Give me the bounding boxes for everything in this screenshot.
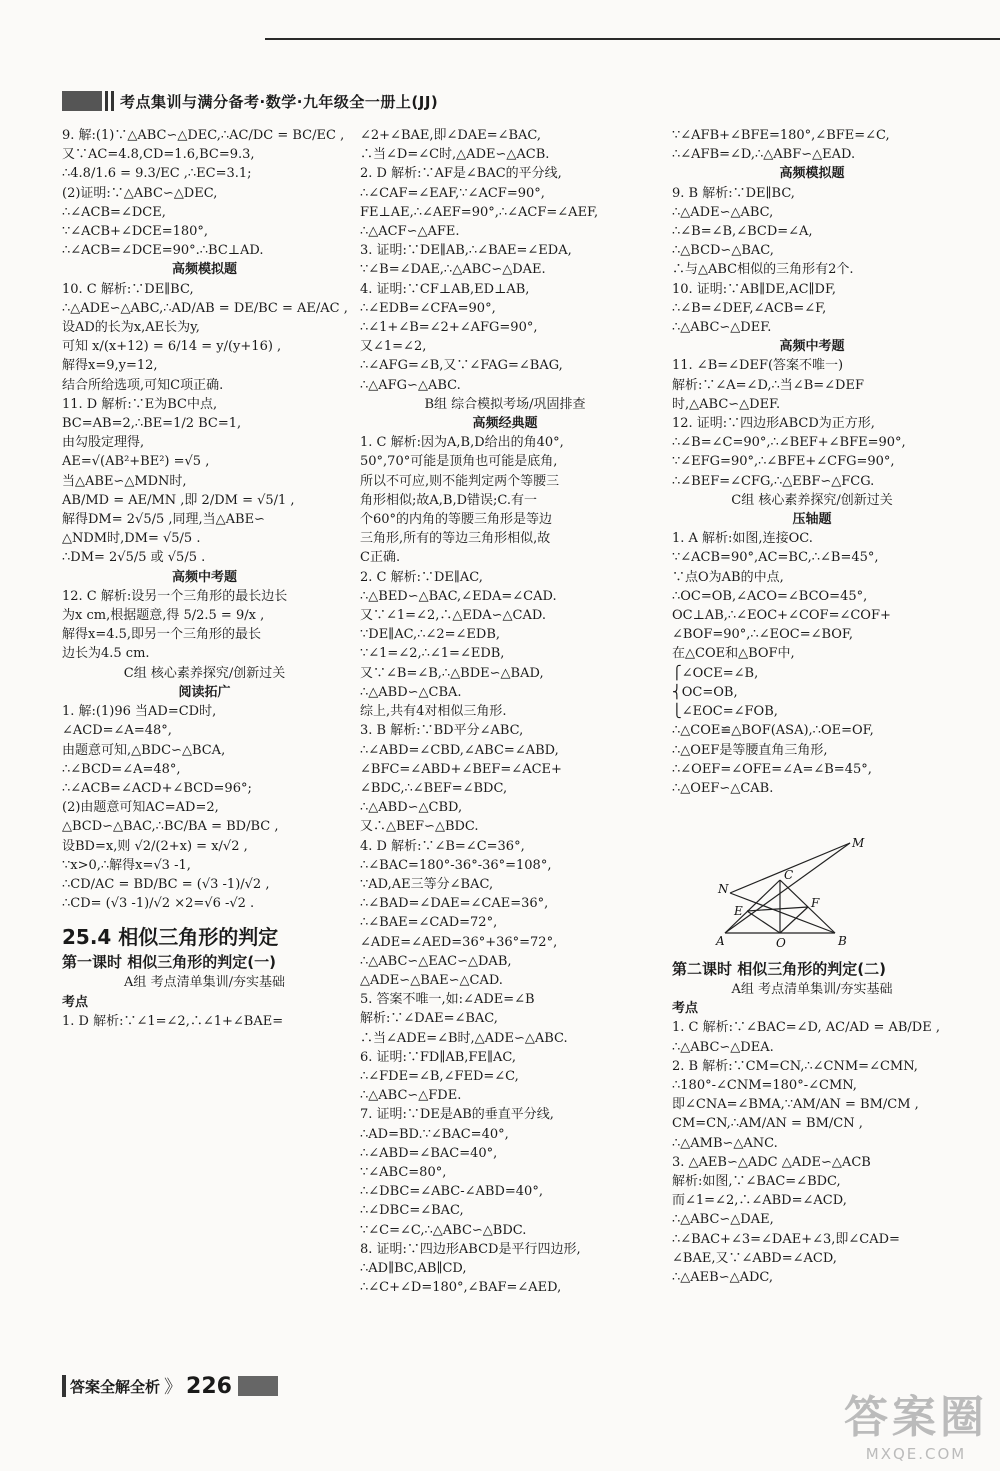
footer-label: 答案全解全析 bbox=[70, 1377, 161, 1396]
answer-line: ∴∠ABD=∠CBD,∠ABC=∠ABD, bbox=[360, 742, 559, 758]
answer-line: 解得x=4.5,即另一个三角形的最长 bbox=[62, 627, 262, 643]
answer-line: ∵∠ACB+∠DCE=180°, bbox=[62, 224, 209, 240]
answer-line: 解得DM= 2√5/5 ,同理,当△ABE∽ bbox=[62, 512, 265, 528]
answer-line: ∴∠BAE=∠CAD=72°, bbox=[360, 915, 498, 931]
answer-line: ∴△ADE∽△ABC,∴AD/AB = DE/BC = AE/AC , bbox=[62, 300, 348, 316]
column-3 bbox=[672, 126, 952, 798]
answer-line: ∴∠BAC=180°-36°-36°=108°, bbox=[360, 857, 552, 873]
line-am bbox=[725, 843, 850, 933]
group-label: C组 核心素养探究/创新过关 bbox=[731, 492, 893, 508]
answer-line: 角形相似;故A,B,D错误;C.有一 bbox=[360, 492, 538, 508]
answer-line: ∴△ABD∽△CBA. bbox=[360, 684, 462, 700]
answer-line: 10. 证明:∵AB∥DE,AC∥DF, bbox=[672, 281, 837, 297]
section-heading: 高频经典题 bbox=[472, 416, 538, 432]
watermark bbox=[844, 1381, 988, 1463]
answer-line: ∠ADE=∠AED=36°+36°=72°, bbox=[360, 934, 558, 950]
answer-line: 即∠CNA=∠BMA,∵AM/AN = BM/CM , bbox=[672, 1097, 919, 1113]
answer-line: 9. B 解析:∵DE∥BC, bbox=[672, 185, 795, 201]
answer-line: ∴△AFG∽△ABC. bbox=[360, 377, 461, 393]
answer-line: ∴∠AFG=∠B,又∵∠FAG=∠BAG, bbox=[360, 358, 563, 374]
answer-line: ∵点O为AB的中点, bbox=[672, 569, 784, 585]
page-number: 226 bbox=[186, 1373, 232, 1399]
answer-line: 50°,70°可能是顶角也可能是底角, bbox=[360, 454, 558, 470]
answer-line: ∴△OEF是等腰直角三角形, bbox=[672, 742, 828, 758]
answer-line: ⎧∠OCE=∠B, bbox=[672, 665, 759, 681]
answer-line: ∴∠C+∠D=180°,∠BAF=∠AED, bbox=[360, 1280, 562, 1296]
answer-line: CM=CN,∴AM/AN = BM/CN , bbox=[672, 1116, 863, 1132]
answer-line: ∵∠AFB+∠BFE=180°,∠BFE=∠C, bbox=[672, 128, 890, 143]
kaodian-label: 考点 bbox=[62, 994, 89, 1010]
answer-line: 8. 证明:∵四边形ABCD是平行四边形, bbox=[360, 1241, 581, 1257]
section-heading: 高频模拟题 bbox=[779, 166, 845, 182]
answer-line: OC⊥AB,∴∠EOC+∠COF=∠COF+ bbox=[672, 608, 891, 624]
answer-line: ∴∠BAC+∠3=∠DAE+∠3,即∠CAD= bbox=[672, 1231, 900, 1247]
answer-line: 又∴△BEF∽△BDC. bbox=[360, 819, 479, 835]
page-header bbox=[62, 88, 438, 114]
answer-line: ∴当∠D=∠C时,△ADE∽△ACB. bbox=[360, 147, 550, 163]
lesson-title: 第二课时 相似三角形的判定(二) bbox=[672, 960, 886, 978]
answer-line: ∵∠1=∠2,∴∠1=∠EDB, bbox=[360, 646, 505, 662]
answer-line: 3. 证明:∵DE∥AB,∴∠BAE=∠EDA, bbox=[360, 243, 572, 259]
answer-line: ∵x>0,∴解得x=√3 -1, bbox=[62, 857, 191, 873]
answer-line: ∠BOF=90°,∴∠EOC=∠BOF, bbox=[672, 627, 854, 643]
answer-line: ⎩∠EOC=∠FOB, bbox=[672, 704, 778, 720]
section-heading: 压轴题 bbox=[792, 512, 832, 528]
answer-line: FE⊥AE,∴∠AEF=90°,∴∠ACF=∠AEF, bbox=[360, 204, 599, 220]
label-e: E bbox=[734, 904, 743, 918]
answer-line: ∴△BCD∽△BAC, bbox=[672, 243, 774, 259]
answer-line: ∴△ACF∽△AFE. bbox=[360, 224, 460, 240]
answer-line: ∴∠BCD=∠A=48°, bbox=[62, 761, 181, 777]
answer-line: 解析:如图,∵∠BAC=∠BDC, bbox=[672, 1174, 841, 1190]
answer-line: ∴△ABC∽△DEF. bbox=[672, 320, 772, 336]
column-2 bbox=[360, 126, 650, 1297]
column-1-lines bbox=[62, 126, 347, 913]
answer-line: ∴∠DBC=∠ABC-∠ABD=40°, bbox=[360, 1184, 543, 1200]
answer-line: 时,△ABC∽△DEF. bbox=[672, 396, 781, 412]
answer-line: 3. B 解析:∵BD平分∠ABC, bbox=[360, 723, 524, 739]
answer-line: ⎨OC=OB, bbox=[672, 684, 738, 700]
group-label: A组 考点清单集训/夯实基础 bbox=[731, 982, 893, 997]
column-3-lower-lines bbox=[672, 958, 952, 1287]
label-o: O bbox=[776, 936, 786, 950]
answer-line: 设AD的长为x,AE长为y, bbox=[62, 320, 200, 336]
column-3-lower bbox=[672, 958, 952, 1287]
label-m: M bbox=[852, 836, 865, 850]
answer-line: ∴∠BEF=∠CFG,∴△EBF∽△FCG. bbox=[672, 473, 875, 489]
answer-line: 1. 解:(1)96 当AD=CD时, bbox=[62, 704, 217, 720]
answer-line: ∴CD/AC = BD/BC = (√3 -1)/√2 , bbox=[62, 876, 270, 892]
answer-line: ∵∠ACB=90°,AC=BC,∴∠B=45°, bbox=[672, 550, 879, 566]
header-title: 考点集训与满分备考·数学·九年级全一册上(JJ) bbox=[120, 92, 439, 111]
answer-line: 2. D 解析:∵AF是∠BAC的平分线, bbox=[360, 166, 562, 182]
answer-line: 12. C 解析:设另一个三角形的最长边长 bbox=[62, 588, 288, 604]
answer-line: ∵∠ABC=80°, bbox=[360, 1164, 447, 1180]
answer-line: ∠BDC,∴∠BEF=∠BDC, bbox=[360, 780, 508, 796]
answer-line: ∠BFC=∠ABD+∠BEF=∠ACE+ bbox=[360, 761, 562, 777]
answer-line: BC=AB=2,∴BE=1/2 BC=1, bbox=[62, 416, 242, 432]
answer-line: ∴∠AFB=∠D,∴△ABF∽△EAD. bbox=[672, 147, 856, 163]
answer-line: ∴DM= 2√5/5 或 √5/5 . bbox=[62, 550, 206, 566]
label-a: A bbox=[716, 934, 725, 948]
answer-line: ∠ACD=∠A=48°, bbox=[62, 723, 172, 739]
answer-line: 在△COE和△BOF中, bbox=[672, 646, 795, 662]
answer-line: 4. D 解析:∵∠B=∠C=36°, bbox=[360, 838, 525, 854]
answer-line: ∴∠ACB=∠DCE, bbox=[62, 204, 166, 220]
answer-line: ∴△AEB∽△ADC, bbox=[672, 1270, 774, 1286]
answer-line: △ADE∽△BAE∽△CAD. bbox=[360, 972, 503, 988]
answer-line: ∠2+∠BAE,即∠DAE=∠BAC, bbox=[360, 128, 542, 143]
answer-line: ∴∠1+∠B=∠2+∠AFG=90°, bbox=[360, 320, 538, 336]
group-label: B组 综合模拟考场/巩固排查 bbox=[424, 396, 586, 412]
answer-line: ∴OC=OB,∠ACO=∠BCO=45°, bbox=[672, 588, 868, 604]
answer-line: ∴当∠ADE=∠B时,△ADE∽△ABC. bbox=[360, 1030, 568, 1046]
answer-line: 解析:∵∠DAE=∠BAC, bbox=[360, 1011, 498, 1027]
answer-line: ∵∠C=∠C,∴△ABC∽△BDC. bbox=[360, 1222, 527, 1238]
label-b: B bbox=[838, 934, 847, 948]
answer-line: 4. 证明:∵CF⊥AB,ED⊥AB, bbox=[360, 281, 530, 297]
answer-line: 个60°的内角的等腰三角形是等边 bbox=[360, 512, 553, 528]
section-heading: 高频中考题 bbox=[171, 569, 237, 585]
answer-line: ∴△AMB∽△ANC. bbox=[672, 1135, 778, 1151]
answer-line: ∴∠B=∠C=90°,∴∠BEF+∠BFE=90°, bbox=[672, 435, 906, 451]
answer-line: 10. C 解析:∵DE∥BC, bbox=[62, 281, 194, 297]
answer-line: 当△ABE∽△MDN时, bbox=[62, 473, 187, 489]
answer-line: ∴∠ACB=∠DCE=90°.∴BC⊥AD. bbox=[62, 243, 264, 259]
column-3-lines bbox=[672, 126, 952, 798]
label-f: F bbox=[811, 896, 820, 910]
answer-line: 5. 答案不唯一,如:∠ADE=∠B bbox=[360, 992, 535, 1008]
group-label: C组 核心素养探究/创新过关 bbox=[123, 665, 286, 681]
answer-line: AB/MD = AE/MN ,即 2/DM = √5/1 , bbox=[62, 492, 295, 508]
answer-line: 由题意可知,△BDC∽△BCA, bbox=[62, 742, 226, 758]
answer-line: ∴∠OEF=∠OFE=∠A=∠B=45°, bbox=[672, 761, 872, 777]
answer-line: ∴∠ABD=∠BAC=40°, bbox=[360, 1145, 498, 1161]
label-c: C bbox=[784, 868, 794, 882]
footer-bar bbox=[62, 1375, 66, 1397]
chevron-right-icon: 》 bbox=[164, 1377, 183, 1398]
answer-line: ∴△ABD∽△CBD, bbox=[360, 800, 463, 816]
geometry-diagram bbox=[710, 835, 865, 955]
answer-line: △NDM时,DM= √5/5 . bbox=[62, 531, 201, 547]
answer-line: 11. ∠B=∠DEF(答案不唯一) bbox=[672, 358, 844, 374]
answer-line: ∴∠EDB=∠CFA=90°, bbox=[360, 300, 496, 316]
answer-line: ∴△BED∽△BAC,∠EDA=∠CAD. bbox=[360, 588, 557, 604]
answer-line: 6. 证明:∵FD∥AB,FE∥AC, bbox=[360, 1049, 516, 1065]
answer-line: ∴△OEF∽△CAB. bbox=[672, 780, 774, 796]
answer-line: 12. 证明:∵四边形ABCD为正方形, bbox=[672, 416, 875, 432]
section-heading: 高频中考题 bbox=[779, 339, 845, 355]
answer-line: ∴AD∥BC,AB∥CD, bbox=[360, 1260, 467, 1276]
answer-line: ∵DE∥AC,∴∠2=∠EDB, bbox=[360, 627, 501, 643]
answer-line: 而∠1=∠2,∴∠ABD=∠ACD, bbox=[672, 1193, 847, 1209]
answer-line: ∴4.8/1.6 = 9.3/EC ,∴EC=3.1; bbox=[62, 166, 252, 182]
answer-line: 边长为4.5 cm. bbox=[62, 646, 150, 662]
answer-line: ∴△ABC∽△DEA. bbox=[672, 1039, 774, 1055]
footer-block bbox=[238, 1376, 278, 1396]
answer-line: AE=√(AB²+BE²) =√5 , bbox=[62, 454, 210, 470]
column-1 bbox=[62, 126, 347, 1031]
answer-line: C正确. bbox=[360, 550, 401, 566]
group-label: A组 考点清单集训/夯实基础 bbox=[124, 975, 285, 991]
answer-line: ∴∠BAD=∠DAE=∠CAE=36°, bbox=[360, 896, 549, 912]
lesson-title: 第一课时 相似三角形的判定(一) bbox=[62, 953, 276, 972]
answer-line: 3. △AEB∽△ADC △ADE∽△ACB bbox=[672, 1154, 871, 1170]
answer-line: 7. 证明:∵DE是AB的垂直平分线, bbox=[360, 1107, 554, 1123]
answer-line: 解析:∵∠A=∠D,∴当∠B=∠DEF bbox=[672, 377, 864, 393]
section-heading: 高频模拟题 bbox=[171, 262, 237, 278]
answer-line: △BCD∽△BAC,∴BC/BA = BD/BC , bbox=[62, 819, 279, 835]
answer-line: 又∠1=∠2, bbox=[360, 339, 427, 355]
answer-line: 设BD=x,则 √2/(2+x) = x/√2 , bbox=[62, 838, 248, 854]
answer-line: 考点 bbox=[672, 1001, 699, 1017]
answer-line: ∴△ABC∽△DAE, bbox=[672, 1212, 774, 1228]
answer-line: 可知 x/(x+12) = 6/14 = y/(y+16) , bbox=[62, 339, 282, 355]
answer-line: ∴AD=BD.∵∠BAC=40°, bbox=[360, 1126, 509, 1142]
answer-line: 又∵∠1=∠2,∴△EDA∽△CAD. bbox=[360, 608, 546, 624]
answer-line: 由勾股定理得, bbox=[62, 435, 145, 451]
answer-line: ∴△COE≌△BOF(ASA),∴OE=OF, bbox=[672, 723, 874, 739]
answer-line: 1. C 解析:因为A,B,D给出的角40°, bbox=[360, 435, 564, 451]
label-n: N bbox=[718, 882, 729, 896]
answer-line: (2)由题意可知AC=AD=2, bbox=[62, 800, 219, 816]
column-2-lines bbox=[360, 126, 650, 1297]
header-bars bbox=[105, 91, 114, 111]
answer-line: ∵∠B=∠DAE,∴△ABC∽△DAE. bbox=[360, 262, 546, 278]
answer-line: ∴CD= (√3 -1)/√2 ×2=√6 -√2 . bbox=[62, 896, 255, 912]
answer-line: 又∵∠B=∠B,∴△BDE∽△BAD, bbox=[360, 665, 544, 681]
answer-line: ∵∠EFG=90°,∴∠BFE+∠CFG=90°, bbox=[672, 454, 895, 470]
answer-line: 结合所给选项,可知C项正确. bbox=[62, 377, 224, 393]
answer-line: ∴∠B=∠B,∠BCD=∠A, bbox=[672, 224, 813, 240]
answer-line: 9. 解:(1)∵△ABC∽△DEC,∴AC/DC = BC/EC , bbox=[62, 128, 345, 143]
answer-line: ∴△ABC∽△FDE. bbox=[360, 1088, 462, 1104]
answer-line: 所以不可应,则不能判定两个等腰三 bbox=[360, 473, 560, 489]
answer-line: 1. C 解析:∵∠BAC=∠D, AC/AD = AB/DE , bbox=[672, 1020, 940, 1036]
answer-line: 2. B 解析:∵CM=CN,∴∠CNM=∠CMN, bbox=[672, 1058, 918, 1074]
answer-line: 2. C 解析:∵DE∥AC, bbox=[360, 569, 483, 585]
answer-line: 解得x=9,y=12, bbox=[62, 358, 158, 374]
answer-line: ∴∠FDE=∠B,∠FED=∠C, bbox=[360, 1068, 519, 1084]
line-of bbox=[780, 907, 808, 933]
answer-line: ∴∠ACB=∠ACD+∠BCD=96°; bbox=[62, 780, 252, 796]
answer-line: 又∵AC=4.8,CD=1.6,BC=9.3, bbox=[62, 147, 255, 163]
top-rule bbox=[265, 38, 1000, 40]
answer-line: ∴180°-∠CNM=180°-∠CMN, bbox=[672, 1078, 857, 1094]
answer-line: ∴△ABC∽△EAC∽△DAB, bbox=[360, 953, 512, 969]
answer-line: 综上,共有4对相似三角形. bbox=[360, 704, 507, 720]
page-footer bbox=[62, 1373, 278, 1399]
section-heading: 阅读拓广 bbox=[178, 684, 231, 700]
answer-line: ∴△ADE∽△ABC, bbox=[672, 204, 774, 220]
section-title: 25.4 相似三角形的判定 bbox=[62, 925, 279, 950]
answer-line: ∴∠B=∠DEF,∠ACB=∠F, bbox=[672, 300, 827, 316]
answer-line: 为x cm,根据题意,得 5/2.5 = 9/x , bbox=[62, 608, 265, 624]
answer-line: 11. D 解析:∵E为BC中点, bbox=[62, 396, 218, 412]
answer-line: (2)证明:∵△ABC∽△DEC, bbox=[62, 185, 218, 201]
watermark-url: MXQE.COM bbox=[865, 1445, 967, 1463]
watermark-text: 答案圈 bbox=[844, 1392, 988, 1443]
answer-line: ∠BAE,又∵∠ABD=∠ACD, bbox=[672, 1250, 837, 1266]
answer-line: ∵AD,AE三等分∠BAC, bbox=[360, 876, 494, 892]
answer-line: ∴∠CAF=∠EAF,∵∠ACF=90°, bbox=[360, 185, 545, 201]
answer-line: 三角形,所有的等边三角形相似,故 bbox=[360, 531, 551, 547]
answer-line: ∴与△ABC相似的三角形有2个. bbox=[672, 262, 854, 278]
answer-line: ∴∠DBC=∠BAC, bbox=[360, 1203, 464, 1219]
answer-line: 1. D 解析:∵∠1=∠2,∴∠1+∠BAE= bbox=[62, 1013, 284, 1029]
answer-line: 1. A 解析:如图,连接OC. bbox=[672, 531, 813, 547]
header-block bbox=[62, 91, 102, 111]
